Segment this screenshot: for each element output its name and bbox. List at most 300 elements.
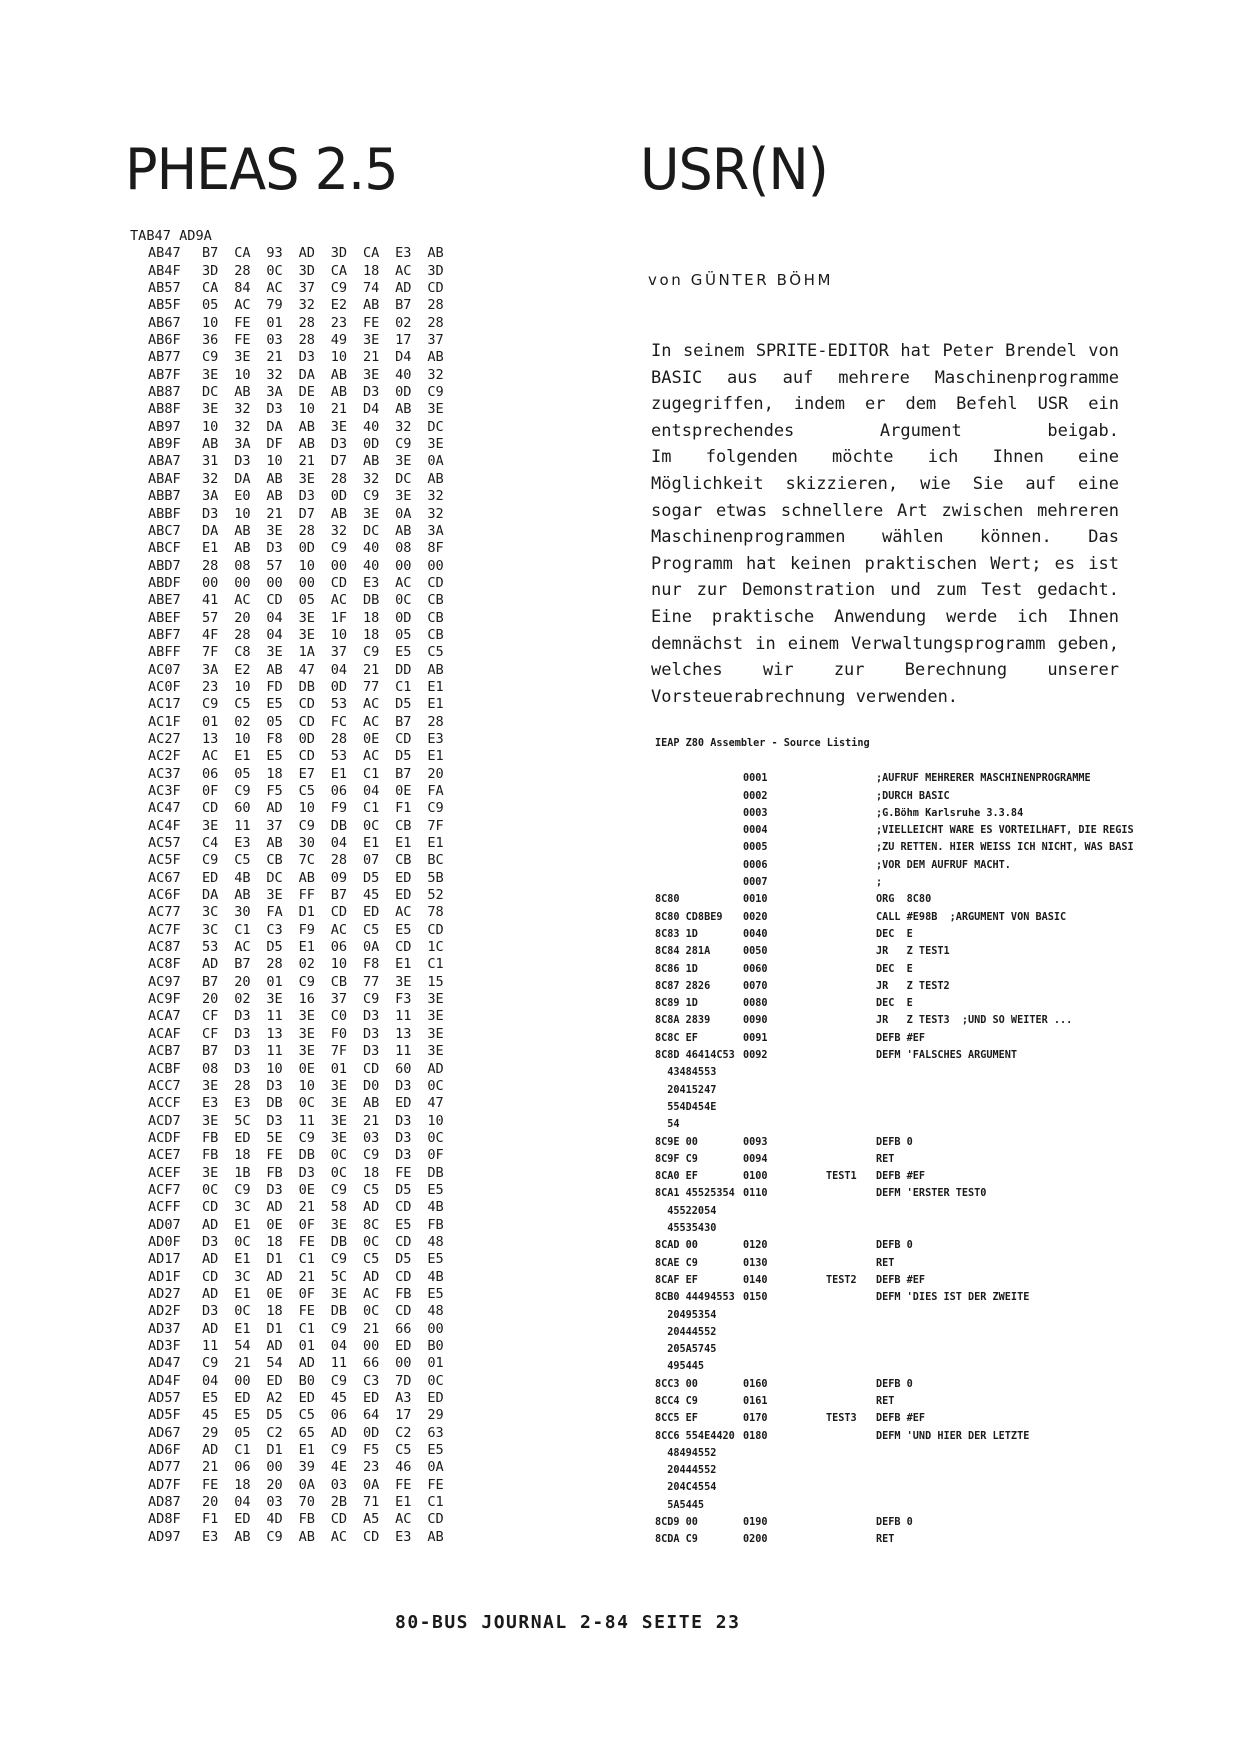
asm-code — [655, 788, 743, 805]
hex-byte: 17 — [395, 1407, 412, 1424]
hex-byte: D3 — [234, 1025, 251, 1042]
hex-byte: AB — [330, 505, 348, 522]
hex-byte: FB — [427, 1216, 444, 1233]
hex-byte: 18 — [234, 1476, 251, 1493]
hex-address: AD3F — [148, 1338, 181, 1354]
hex-address: AB87 — [148, 384, 181, 401]
hex-byte: 00 — [234, 1372, 251, 1389]
hex-byte: C9 — [362, 991, 380, 1008]
asm-code: 8CA1 45525354 — [655, 1188, 735, 1200]
hex-byte: 04 — [266, 609, 283, 626]
hex-byte: 10 — [266, 1060, 283, 1077]
hex-byte: 0C — [234, 1303, 251, 1320]
hex-byte: 05 — [202, 297, 219, 314]
hex-byte: E1 — [298, 939, 315, 956]
hex-byte: CD — [395, 1303, 412, 1320]
asm-statement: JR Z TEST1 — [876, 946, 950, 958]
hex-byte: C9 — [330, 1251, 348, 1268]
hex-byte: AB — [362, 1095, 380, 1112]
hex-byte: 11 — [202, 1338, 219, 1354]
hex-address: AC3F — [148, 783, 181, 799]
hex-row — [128, 714, 460, 731]
hex-byte: 11 — [395, 1008, 412, 1025]
asm-label — [826, 1358, 876, 1375]
hex-byte: 0C — [395, 592, 412, 609]
hex-byte: D3 — [395, 1077, 412, 1094]
hex-byte: 3E — [427, 991, 444, 1008]
asm-line — [655, 1514, 1134, 1531]
hex-byte: 10 — [330, 626, 348, 643]
hex-address: AC8F — [148, 956, 181, 973]
hex-byte: 37 — [330, 991, 348, 1008]
hex-byte: E5 — [266, 696, 283, 713]
hex-byte: 40 — [362, 418, 380, 435]
hex-byte: C9 — [202, 1355, 219, 1372]
hex-row — [128, 1113, 460, 1130]
hex-byte: CD — [362, 1528, 380, 1545]
asm-label — [826, 1099, 876, 1116]
hex-byte: AB — [298, 1528, 315, 1545]
hex-byte: B7 — [395, 713, 412, 730]
hex-byte: C5 — [362, 1181, 380, 1198]
hex-byte: 3E — [395, 973, 412, 990]
hex-address: AC9F — [148, 991, 181, 1008]
hex-byte: 04 — [202, 1372, 219, 1389]
asm-label — [826, 1376, 876, 1393]
hex-byte: FB — [266, 1164, 283, 1181]
hex-byte: D1 — [298, 904, 315, 921]
hex-byte: C9 — [395, 436, 412, 453]
hex-row — [128, 1373, 460, 1390]
hex-byte: DA — [202, 522, 219, 539]
hex-byte: 01 — [330, 1060, 348, 1077]
asm-line — [655, 1462, 1134, 1479]
hex-address: AD6F — [148, 1442, 181, 1459]
hex-byte: D4 — [362, 401, 380, 418]
asm-code: 8C9F C9 — [655, 1153, 698, 1165]
hex-byte: AB — [234, 1528, 251, 1545]
asm-line — [655, 1064, 1134, 1081]
hex-byte: 21 — [234, 1355, 251, 1372]
hex-byte: B7 — [202, 245, 219, 262]
hex-row — [128, 766, 460, 783]
hex-byte: E5 — [427, 1285, 444, 1302]
asm-line-number: 0001 — [743, 773, 768, 785]
hex-address: AD8F — [148, 1511, 181, 1528]
asm-line — [655, 1047, 1134, 1064]
hex-byte: 7C — [298, 852, 315, 869]
hex-row — [128, 783, 460, 800]
hex-byte: AC — [395, 1511, 412, 1528]
hex-address: ACFF — [148, 1199, 181, 1216]
hex-byte: 04 — [330, 661, 348, 678]
hex-byte: 13 — [266, 1025, 283, 1042]
hex-byte: 0E — [298, 1181, 315, 1198]
asm-code: 554D454E — [655, 1101, 717, 1113]
asm-code — [655, 839, 743, 856]
hex-byte: 93 — [266, 245, 283, 262]
hex-address: AC17 — [148, 696, 181, 713]
hex-byte: 08 — [202, 1060, 219, 1077]
hex-address: AB6F — [148, 332, 181, 349]
hex-byte: 40 — [362, 557, 380, 574]
article-title-right: USR(N) — [640, 136, 828, 203]
hex-byte: DB — [330, 1233, 348, 1250]
hex-byte: CD — [330, 574, 348, 591]
hex-byte: AD — [427, 1060, 444, 1077]
hex-dump-listing — [128, 228, 460, 1546]
hex-byte: 32 — [362, 470, 380, 487]
hex-byte: F5 — [266, 783, 283, 799]
hex-address: AC97 — [148, 973, 181, 990]
hex-byte: FE — [427, 1476, 444, 1493]
hex-byte: 0C — [362, 1233, 380, 1250]
hex-byte: FE — [395, 1476, 412, 1493]
asm-label — [826, 1151, 876, 1168]
hex-byte: 3E — [395, 453, 412, 470]
hex-byte: D3 — [266, 1112, 283, 1129]
asm-line — [655, 1203, 1134, 1220]
hex-address: AD37 — [148, 1320, 181, 1337]
asm-label — [826, 1289, 876, 1306]
hex-row — [128, 1269, 460, 1286]
intro-paragraph-1: In seinem SPRITE-EDITOR hat Peter Brendel von BASIC aus auf mehrere Maschinenprogramme zugegriffen, indem er dem Befehl USR ein entsprechendes Argument beigab. — [651, 341, 1119, 441]
hex-byte: 0C — [330, 1164, 348, 1181]
hex-byte: FB — [202, 1129, 219, 1146]
asm-code: 8C86 1D — [655, 963, 698, 975]
asm-code — [655, 874, 743, 891]
hex-byte: 0F — [427, 1147, 444, 1164]
hex-byte: B7 — [202, 1043, 219, 1060]
hex-byte: F9 — [330, 800, 348, 817]
hex-byte: 54 — [234, 1338, 251, 1354]
hex-byte: 06 — [330, 783, 348, 799]
asm-label — [826, 857, 876, 874]
hex-byte: C9 — [298, 1129, 315, 1146]
asm-line — [655, 1307, 1134, 1324]
hex-byte: C4 — [202, 835, 219, 852]
hex-row — [128, 1026, 460, 1043]
asm-statement: DEFB 0 — [876, 1240, 913, 1252]
hex-byte: 28 — [234, 626, 251, 643]
hex-row — [128, 1199, 460, 1216]
hex-byte: 48 — [427, 1233, 444, 1250]
hex-byte: 32 — [298, 297, 315, 314]
hex-address: ACCF — [148, 1095, 181, 1112]
hex-byte: AC — [362, 1285, 380, 1302]
asm-label — [826, 874, 876, 891]
hex-address: AC07 — [148, 661, 181, 678]
hex-byte: 5C — [330, 1268, 348, 1285]
hex-byte: 02 — [298, 956, 315, 973]
asm-statement: DEC E — [876, 928, 913, 940]
hex-byte: 23 — [202, 678, 219, 695]
asm-code: 20415247 — [655, 1084, 717, 1096]
hex-byte: 10 — [330, 349, 348, 366]
asm-statement: RET — [876, 1257, 895, 1269]
hex-byte: E3 — [362, 574, 380, 591]
hex-byte: AB — [298, 869, 315, 886]
hex-row — [128, 558, 460, 575]
hex-byte: 5E — [266, 1129, 283, 1146]
hex-byte: C1 — [427, 1494, 444, 1511]
hex-byte: C5 — [298, 1407, 315, 1424]
hex-byte: AB — [234, 522, 251, 539]
hex-byte: E1 — [362, 835, 380, 852]
asm-label — [826, 1307, 876, 1324]
hex-row — [128, 1217, 460, 1234]
asm-label: TEST3 — [826, 1413, 857, 1425]
hex-byte: 06 — [330, 1407, 348, 1424]
hex-address: AB47 — [148, 245, 181, 262]
asm-label — [826, 788, 876, 805]
asm-label — [826, 1047, 876, 1064]
hex-byte: AB — [427, 349, 444, 366]
hex-byte: D3 — [362, 1043, 380, 1060]
hex-byte: 0C — [298, 1095, 315, 1112]
hex-byte: F1 — [395, 800, 412, 817]
asm-code: 8CC5 EF — [655, 1413, 698, 1425]
asm-line — [655, 822, 1134, 839]
asm-line-number: 0160 — [743, 1378, 768, 1390]
asm-code: 20444552 — [655, 1326, 717, 1338]
hex-byte: 0D — [362, 436, 380, 453]
asm-line — [655, 788, 1134, 805]
hex-address: ABDF — [148, 574, 181, 591]
asm-label — [826, 1445, 876, 1462]
hex-byte: 18 — [234, 1147, 251, 1164]
hex-byte: 21 — [298, 453, 315, 470]
hex-byte: 23 — [362, 1459, 380, 1476]
hex-byte: D3 — [395, 1147, 412, 1164]
hex-byte: 11 — [234, 817, 251, 834]
hex-address: AC0F — [148, 678, 181, 695]
hex-address: AD67 — [148, 1424, 181, 1441]
hex-byte: CA — [330, 262, 348, 279]
asm-line — [655, 805, 1134, 822]
hex-byte: CD — [202, 1268, 219, 1285]
hex-byte: CD — [395, 730, 412, 747]
hex-byte: 47 — [427, 1095, 444, 1112]
hex-byte: E5 — [427, 1181, 444, 1198]
hex-byte: 3E — [362, 332, 380, 349]
hex-byte: 21 — [266, 505, 283, 522]
hex-byte: 36 — [202, 332, 219, 349]
hex-byte: 28 — [234, 1077, 251, 1094]
hex-byte: AD — [298, 1355, 315, 1372]
asm-line-number: 0060 — [743, 963, 768, 975]
asm-statement: ;VIELLEICHT WARE ES VORTEILHAFT, DIE REGIS — [876, 825, 1134, 837]
asm-line — [655, 1393, 1134, 1410]
hex-row — [128, 263, 460, 280]
hex-address: ACBF — [148, 1060, 181, 1077]
hex-byte: D3 — [234, 1008, 251, 1025]
hex-address: AD57 — [148, 1390, 181, 1407]
hex-byte: B0 — [427, 1338, 444, 1354]
asm-line-number — [743, 1220, 826, 1237]
hex-byte: 10 — [298, 401, 315, 418]
asm-line — [655, 1134, 1134, 1151]
asm-line — [655, 1324, 1134, 1341]
asm-code: 20495354 — [655, 1309, 717, 1321]
hex-byte: 32 — [266, 366, 283, 383]
hex-address: ABCF — [148, 540, 181, 557]
hex-row — [128, 575, 460, 592]
hex-byte: AB — [298, 418, 315, 435]
hex-byte: 31 — [202, 453, 219, 470]
hex-byte: 3E — [266, 522, 283, 539]
hex-byte: 17 — [395, 332, 412, 349]
hex-byte: FB — [298, 1511, 315, 1528]
asm-statement: RET — [876, 1153, 895, 1165]
hex-byte: 20 — [234, 609, 251, 626]
hex-byte: D3 — [362, 1008, 380, 1025]
hex-byte: 77 — [362, 973, 380, 990]
hex-byte: 3E — [202, 1112, 219, 1129]
hex-address: AC5F — [148, 852, 181, 869]
asm-statement: DEFM 'UND HIER DER LETZTE — [876, 1430, 1030, 1442]
hex-byte: D3 — [266, 540, 283, 557]
hex-byte: E5 — [427, 1251, 444, 1268]
hex-byte: 28 — [298, 522, 315, 539]
asm-line — [655, 1531, 1134, 1548]
asm-label — [826, 961, 876, 978]
hex-byte: AC — [395, 904, 412, 921]
hex-address: AB67 — [148, 314, 181, 331]
hex-byte: 0E — [266, 1216, 283, 1233]
hex-address: ACE7 — [148, 1147, 181, 1164]
hex-byte: 71 — [362, 1494, 380, 1511]
hex-byte: ED — [234, 1390, 251, 1407]
hex-byte: E1 — [234, 1216, 251, 1233]
hex-address: ABAF — [148, 470, 181, 487]
asm-label — [826, 839, 876, 856]
hex-row — [128, 662, 460, 679]
hex-byte: 39 — [298, 1459, 315, 1476]
hex-byte: C1 — [234, 1442, 251, 1459]
hex-byte: E7 — [298, 765, 315, 782]
hex-byte: C1 — [395, 678, 412, 695]
hex-row — [128, 800, 460, 817]
hex-byte: E1 — [234, 748, 251, 765]
hex-byte: AD — [202, 1251, 219, 1268]
hex-byte: E1 — [427, 748, 444, 765]
hex-byte: 7F — [330, 1043, 348, 1060]
asm-statement: JR Z TEST2 — [876, 980, 950, 992]
hex-byte: 00 — [427, 1320, 444, 1337]
hex-address: ABC7 — [148, 522, 181, 539]
hex-byte: CD — [362, 1060, 380, 1077]
hex-address: AC87 — [148, 939, 181, 956]
hex-byte: 4E — [330, 1459, 348, 1476]
hex-byte: 3E — [330, 1077, 348, 1094]
asm-line — [655, 1099, 1134, 1116]
hex-byte: D5 — [395, 1181, 412, 1198]
hex-row — [128, 610, 460, 627]
hex-byte: 00 — [395, 1355, 412, 1372]
hex-byte: AB — [202, 436, 219, 453]
hex-byte: D3 — [298, 349, 315, 366]
asm-line — [655, 1358, 1134, 1375]
hex-byte: 18 — [362, 609, 380, 626]
hex-byte: DF — [266, 436, 283, 453]
hex-byte: C9 — [330, 1181, 348, 1198]
asm-line-number: 0161 — [743, 1395, 768, 1407]
asm-line — [655, 770, 1134, 787]
hex-byte: 00 — [266, 1459, 283, 1476]
hex-byte: 3E — [298, 609, 315, 626]
asm-line-number: 0170 — [743, 1413, 768, 1425]
asm-statement: DEC E — [876, 963, 913, 975]
hex-address: ABBF — [148, 505, 181, 522]
hex-byte: AB — [427, 1528, 444, 1545]
hex-row — [128, 1338, 460, 1355]
hex-byte: AB — [395, 401, 412, 418]
asm-code: 20444552 — [655, 1465, 717, 1477]
hex-byte: 10 — [298, 1077, 315, 1094]
asm-code: 8CC4 C9 — [655, 1395, 698, 1407]
asm-label — [826, 1064, 876, 1081]
asm-code: 8CD9 00 — [655, 1517, 698, 1529]
hex-byte: E3 — [202, 1528, 219, 1545]
hex-byte: D7 — [330, 453, 348, 470]
asm-line — [655, 1185, 1134, 1202]
hex-byte: E3 — [395, 1528, 412, 1545]
hex-byte: D3 — [266, 401, 283, 418]
hex-byte: 20 — [202, 991, 219, 1008]
hex-byte: C1 — [362, 800, 380, 817]
hex-byte: C9 — [330, 540, 348, 557]
hex-address: ABD7 — [148, 557, 181, 574]
intro-text — [651, 338, 1119, 710]
hex-byte: 57 — [266, 557, 283, 574]
hex-byte: 32 — [427, 505, 444, 522]
hex-byte: 3E — [427, 1008, 444, 1025]
hex-byte: D1 — [266, 1320, 283, 1337]
hex-byte: 0C — [266, 262, 283, 279]
asm-statement: DEFB 0 — [876, 1136, 913, 1148]
hex-dump-header: TAB47 AD9A — [130, 228, 212, 244]
hex-byte: DB — [427, 1164, 444, 1181]
hex-byte: 3E — [330, 1216, 348, 1233]
hex-byte: 3E — [202, 401, 219, 418]
hex-byte: 16 — [298, 991, 315, 1008]
hex-byte: E2 — [330, 297, 348, 314]
hex-row — [128, 696, 460, 713]
hex-byte: 4B — [427, 1199, 444, 1216]
hex-byte: 0E — [298, 1060, 315, 1077]
hex-address: ABA7 — [148, 453, 181, 470]
hex-address: ABE7 — [148, 592, 181, 609]
asm-code: 8C8C EF — [655, 1032, 698, 1044]
hex-byte: 3A — [202, 661, 219, 678]
hex-byte: E1 — [395, 835, 412, 852]
hex-byte: CD — [298, 713, 315, 730]
hex-row — [128, 245, 460, 262]
hex-byte: C1 — [362, 765, 380, 782]
hex-byte: 3E — [330, 418, 348, 435]
asm-line-number — [743, 1445, 826, 1462]
hex-byte: F8 — [362, 956, 380, 973]
asm-line — [655, 1410, 1134, 1427]
hex-byte: 2B — [330, 1494, 348, 1511]
hex-byte: 3E — [298, 470, 315, 487]
hex-byte: 57 — [202, 609, 219, 626]
hex-address: AD7F — [148, 1476, 181, 1493]
hex-row — [128, 332, 460, 349]
hex-byte: D3 — [202, 1303, 219, 1320]
hex-byte: AD — [266, 1268, 283, 1285]
